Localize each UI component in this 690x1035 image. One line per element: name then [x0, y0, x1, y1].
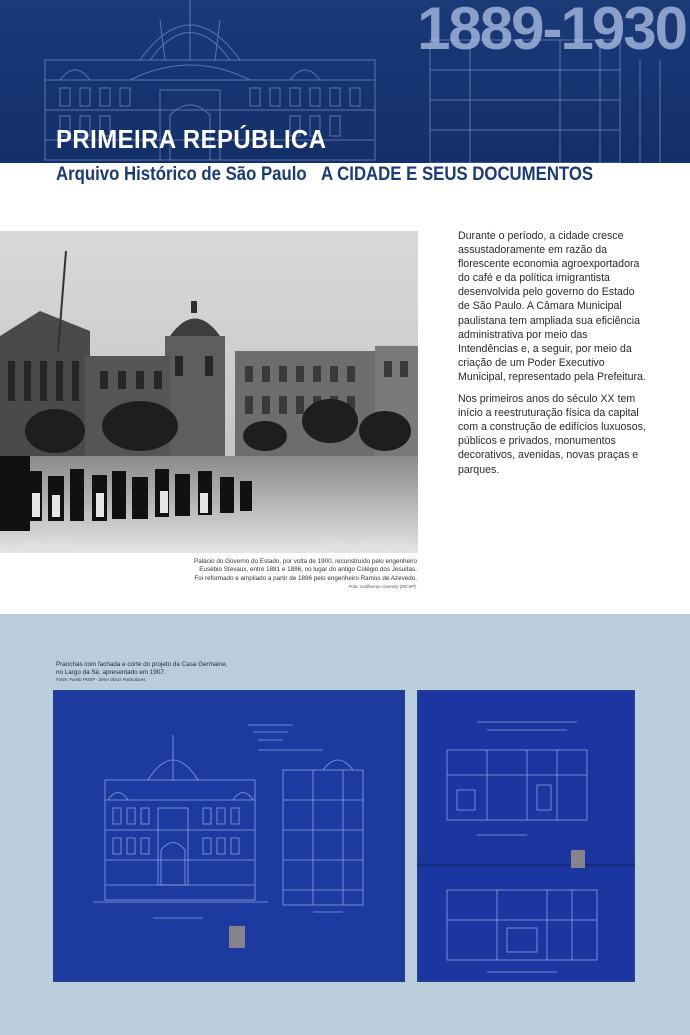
- photo-tag-right: São Paulo - Guilherme Gaensly: [323, 543, 408, 549]
- body-paragraph: Durante o período, a cidade cresce assustadoramente em razão da florescente economia agroexportadora do café e da política imigrantista desenvolvida pelo governo do Estado de São Paulo. A Câmara Municipal paulistana tem ampliada sua eficiência administrativa por meio das Intendências e, a seguir, por meio da criação de um Poder Executivo Municipal, representado pela Prefeitura.: [458, 230, 646, 383]
- photo-credit: Foto: Guilherme Gaensly (MCSP).: [348, 584, 417, 589]
- blueprint-floor-plans: [417, 690, 635, 982]
- plans-caption: [56, 661, 276, 677]
- body-text: [458, 229, 648, 485]
- header-banner: [0, 0, 690, 163]
- exhibit-title: A CIDADE E SEUS DOCUMENTOS: [321, 163, 594, 185]
- plans-credit: Fonte: Fundo PMSP - Série Obras Particulares.: [56, 677, 147, 682]
- plans-section: [0, 614, 690, 1035]
- era-title: PRIMEIRA REPÚBLICA: [56, 124, 327, 154]
- palace-photograph: [0, 231, 418, 553]
- historic-photo: [0, 231, 418, 553]
- subtitle: [56, 163, 593, 189]
- plans-caption-line: no Largo da Sé, apresentado em 1907.: [56, 669, 166, 676]
- photo-caption-line: Palácio do Governo do Estado, por volta de 1900, reconstruído pelo engenheiro: [194, 558, 417, 565]
- photo-caption-line: Eusébio Stevaux, entre 1881 e 1886, no lugar do antigo Colégio dos Jesuítas.: [199, 566, 417, 574]
- photo-tag-left: n. 10 - Palácio do Governo: [6, 543, 78, 549]
- photo-caption-line: Foi reformado e ampliado a partir de 1896 pelo engenheiro Ramos de Azevedo.: [194, 574, 417, 582]
- year-range: 1889-1930: [417, 0, 686, 62]
- plans-caption-line: Pranchas com fachada e corte do projeto da Casa Germaine,: [56, 661, 228, 668]
- body-paragraph: Nos primeiros anos do século XX tem início a reestruturação física da capital com a construção de edifícios luxuosos, públicos e privados, monumentos decorativos, avenidas, novas praças e parques.: [458, 393, 646, 476]
- blueprint-facade-and-section: [53, 690, 405, 982]
- archive-name: Arquivo Histórico de São Paulo: [56, 163, 307, 185]
- photo-caption: [90, 558, 417, 583]
